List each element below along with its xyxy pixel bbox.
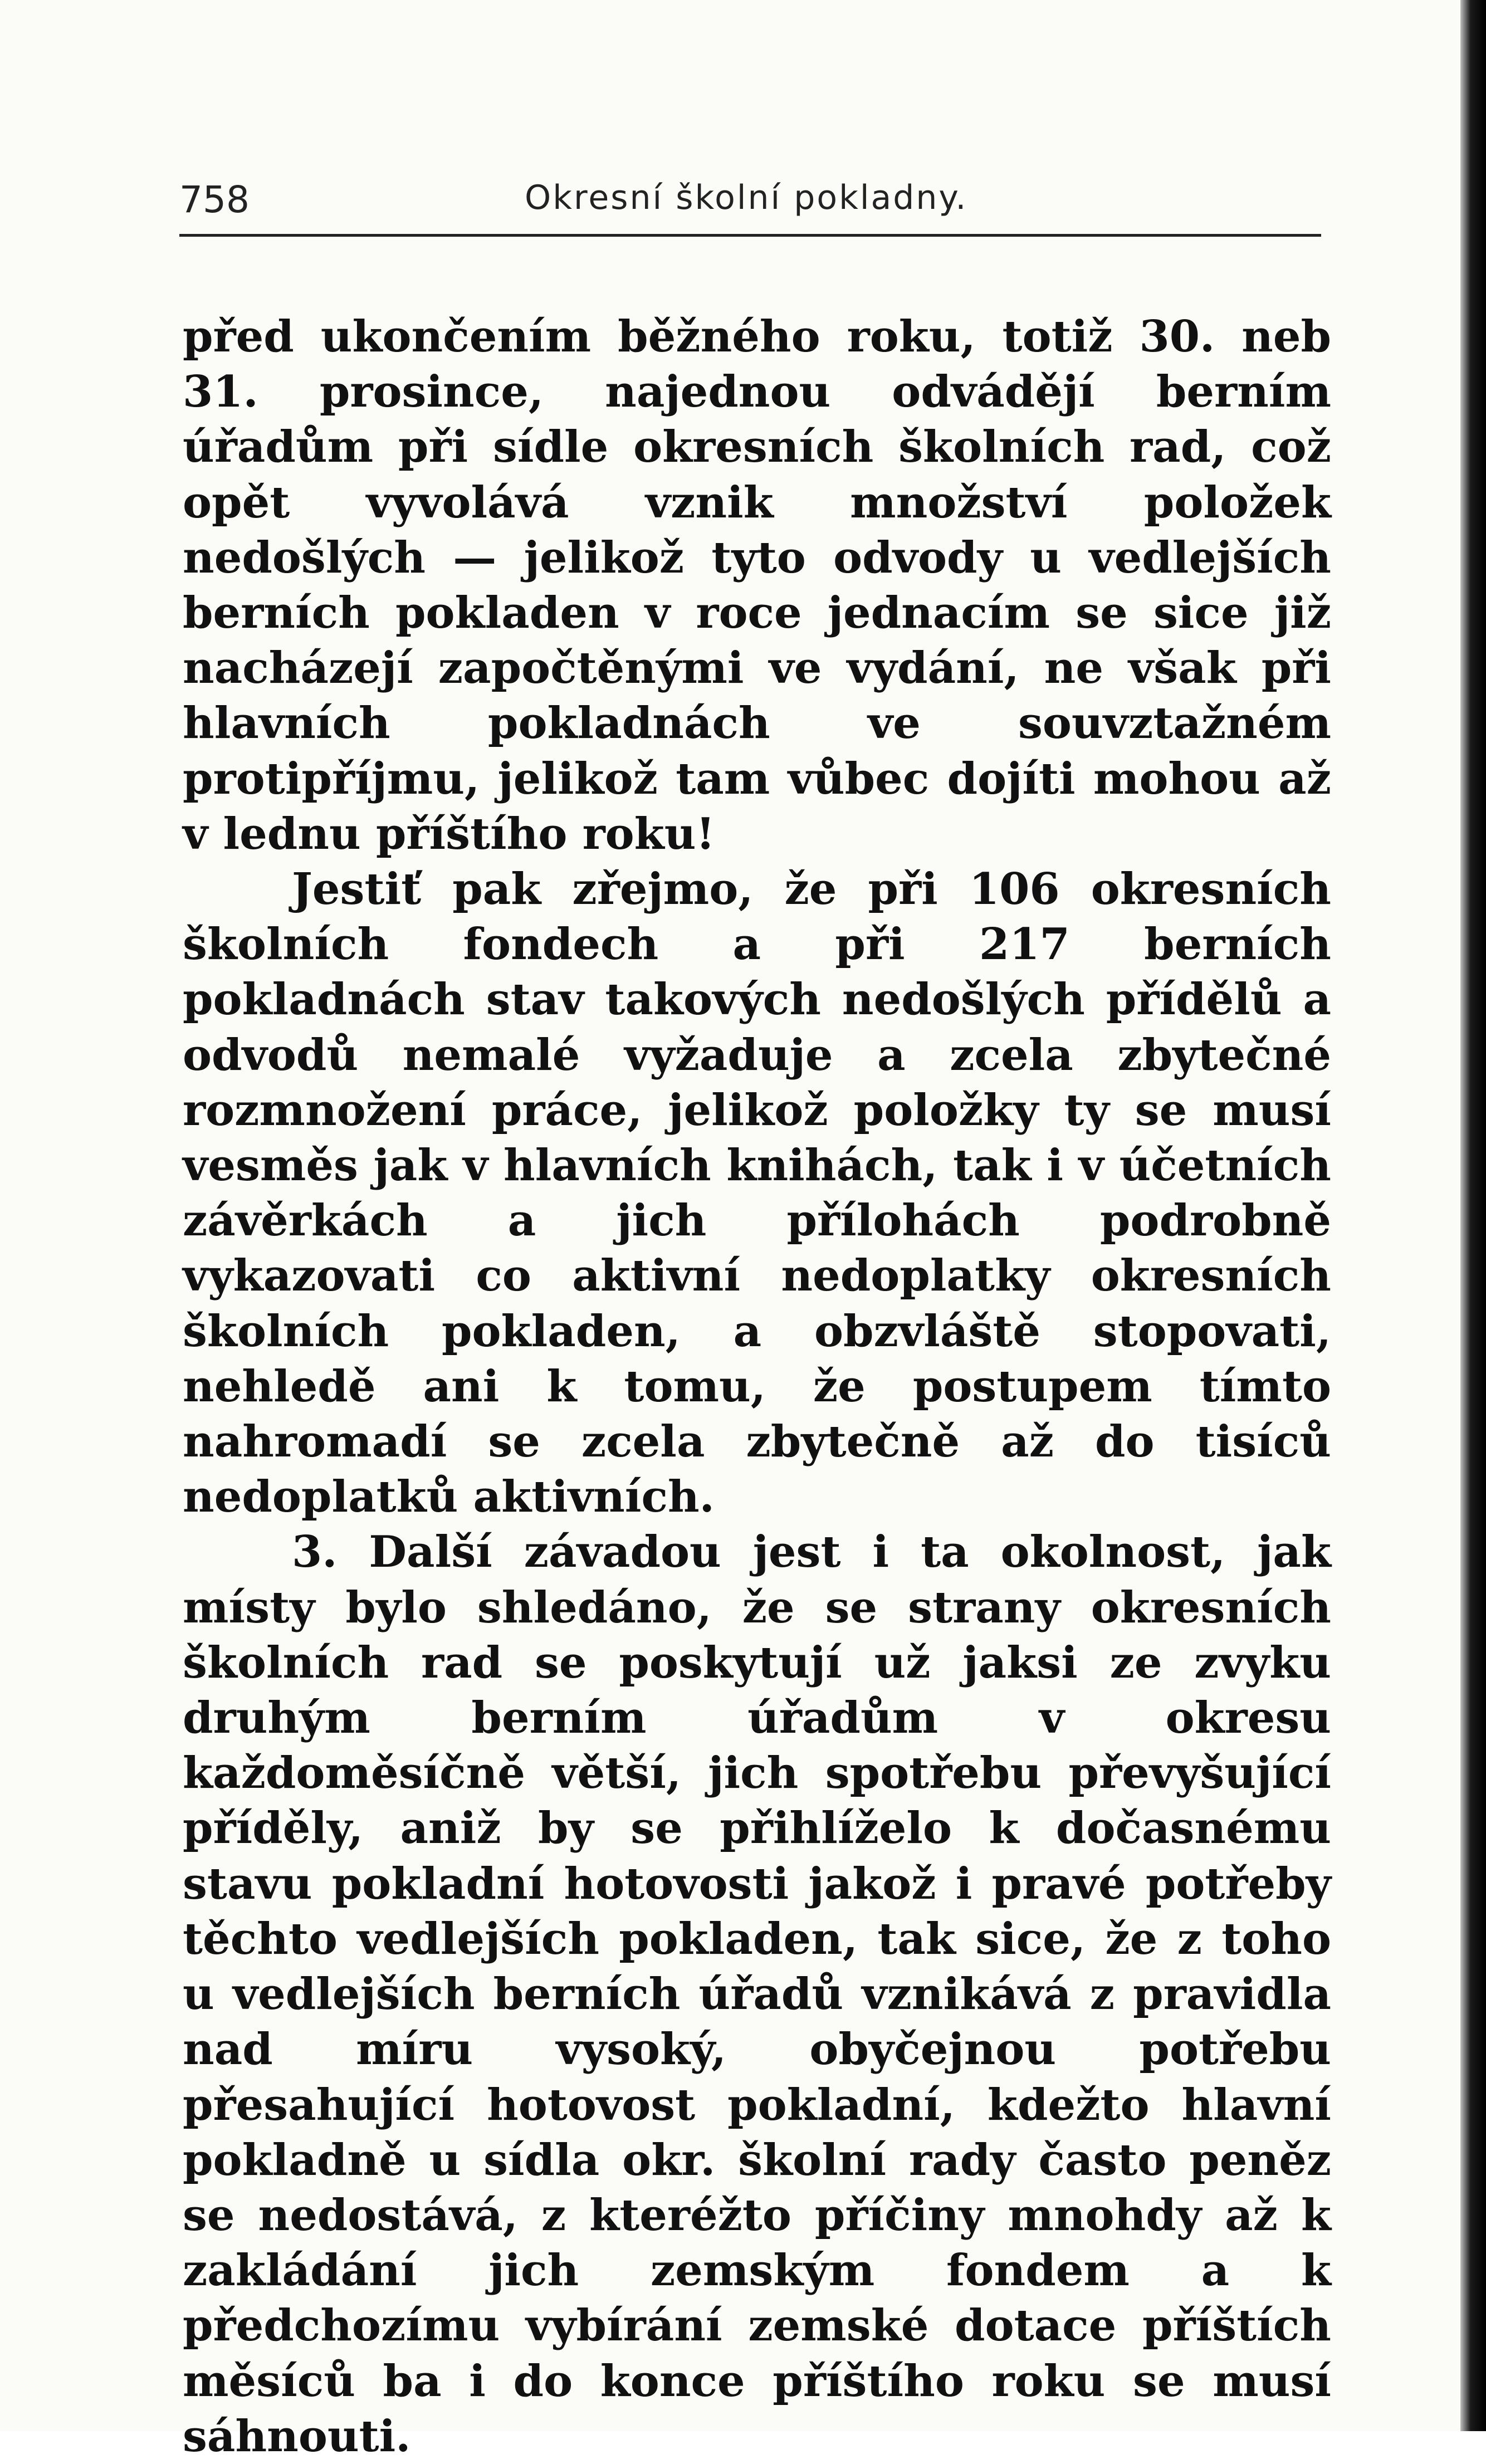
- header-rule: [179, 234, 1321, 237]
- paragraph-3: 3. Další závadou jest i ta okolnost, jak místy bylo shledáno, že se strany okresních školních rad se poskytují už jaksi ze zvyku druhým berním úřadům v okresu každoměsíčně větší, jich spotřebu převyšující příděly, aniž by se přihlíželo k dočasnému stavu pokladní hotovosti jakož i pravé potřeby těchto vedlejších pokladen, tak sice, že z toho u vedlejších berních úřadů vznikává z pravidla nad míru vysoký, obyčejnou potřebu přesahující hotovost pokladní, kdežto hlavní pokladně u sídla okr. školní rady často peněz se nedostává, z kteréžto příčiny mnohdy až k zakládání jich zemským fondem a k předchozímu vybírání zemské dotace příštích měsíců ba i do konce příštího roku se musí sáhnouti.: [183, 1527, 1331, 2462]
- running-title: Okresní školní pokladny.: [525, 178, 968, 217]
- page-edge-shadow: [1460, 0, 1486, 2431]
- page-number: 758: [179, 178, 250, 221]
- body-text: [183, 309, 1331, 2464]
- paragraph-1: před ukončením běžného roku, totiž 30. neb 31. prosince, najednou odvádějí berním úřadům při sídle okresních školních rad, což opět vyvolává vznik množství položek nedošlých — jelikož tyto odvody u vedlejších berních pokladen v roce jednacím se sice již nacházejí započtěnými ve vydání, ne však při hlavních pokladnách ve souvztažném protipříjmu, jelikož tam vůbec dojíti mohou až v lednu příštího roku!: [183, 311, 1331, 859]
- paragraph-2: Jestiť pak zřejmo, že při 106 okresních školních fondech a při 217 berních pokladnách stav takových nedošlých přídělů a odvodů nemalé vyžaduje a zcela zbytečné rozmnožení práce, jelikož položky ty se musí vesměs jak v hlavních knihách, tak i v účetních závěrkách a jich přílohách podrobně vykazovati co aktivní nedoplatky okresních školních pokladen, a obzvláště stopovati, nehledě ani k tomu, že postupem tímto nahromadí se zcela zbytečně až do tisíců nedoplatků aktivních.: [183, 864, 1331, 1523]
- page-header: [179, 178, 1316, 228]
